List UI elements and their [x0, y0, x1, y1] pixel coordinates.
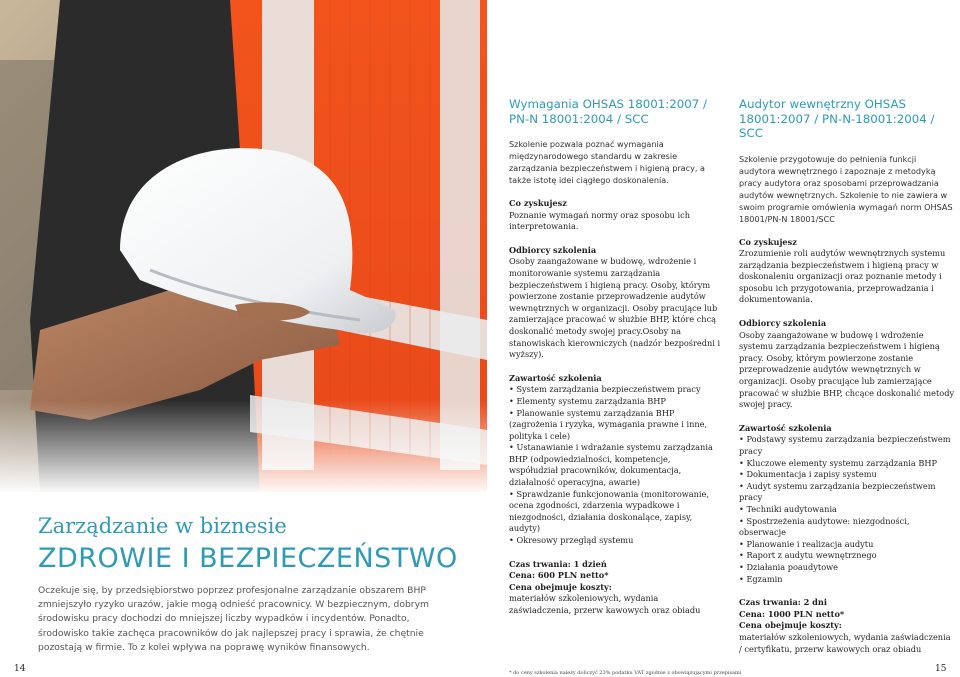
- list-item: • Kluczowe elementy systemu zarządzania BHP: [739, 458, 955, 470]
- duration: Czas trwania: 1 dzień: [509, 558, 607, 569]
- list-item: • Sprawdzanie funkcjonowania (monitorowanie, ocena zgodności, zdarzenia wypadkowe i niezgodności, działania doskonalące, zapisy, audyty): [509, 489, 722, 535]
- list-item: • System zarządzania bezpieczeństwem pracy: [509, 384, 722, 396]
- page-number-left: 14: [14, 664, 26, 674]
- list-item: • Audyt systemu zarządzania bezpieczeństwem pracy: [739, 481, 955, 504]
- section-subtitle: Zarządzanie w biznesie: [38, 514, 287, 538]
- includes-text: materiałów szkoleniowych, wydania zaświadczenia, przerw kawowych oraz obiadu: [509, 593, 701, 615]
- course-heading: Wymagania OHSAS 18001:2007 / PN-N 18001:2004 / SCC: [509, 97, 708, 126]
- list-item: • Dokumentacja i zapisy systemu: [739, 469, 955, 481]
- list-item: • Planowanie i realizacja audytu: [739, 539, 955, 551]
- list-item: • Podstawy systemu zarządzania bezpieczeństwem pracy: [739, 434, 955, 457]
- photo-fade: [0, 400, 487, 492]
- list-item: • Raport z audytu wewnętrznego: [739, 550, 955, 562]
- list-item: • Spostrzeżenia audytowe: niezgodności, obserwacje: [739, 516, 955, 539]
- includes-label: Cena obejmuje koszty:: [739, 620, 842, 631]
- list-item: • Działania poaudytowe: [739, 562, 955, 574]
- gain-text: Zrozumienie roli audytów wewnętrznych systemu zarządzania bezpieczeństwem i higieną pracy w doskonaleniu organizacji oraz poznanie metody i sposobu ich przygotowania, przeprowadzania i dokumentowania.: [739, 248, 946, 305]
- list-item: • Techniki audytowania: [739, 504, 955, 516]
- price: Cena: 600 PLN netto*: [509, 570, 609, 581]
- course-lead: Szkolenie pozwala poznać wymagania międzynarodowego standardu w zakresie zarządzania bezpieczeństwem i higieną pracy, a także istotę idei ciągłego doskonalenia.: [509, 139, 705, 185]
- audience-text: Osoby zaangażowane w budowę i wdrożenie systemu zarządzania bezpieczeństwem i higieną pracy. Osoby, którym powierzone zostanie przeprowadzenie audytów wewnętrznych w organizacji. Osoby pracujące lub zamierzające pracować w służbie BHP, chcące doskonalić metody swojej pracy.: [739, 329, 955, 410]
- audience-label: Odbiorcy szkolenia: [739, 318, 827, 329]
- content-list: [739, 434, 955, 585]
- audience-label: Odbiorcy szkolenia: [509, 244, 597, 255]
- content-label: Zawartość szkolenia: [739, 422, 832, 433]
- course-lead: Szkolenie przygotowuje do pełnienia funkcji audytora wewnętrznego i zapoznaje z metodyką pracy audytora oraz sposobami przeprowadzania audytów wewnętrznych. Szkolenie to nie zawiera w swoim programie omówienia wymagań norm OHSAS 18001/PN-N 18001/SCC: [739, 153, 953, 224]
- includes-text: materiałów szkoleniowych, wydania zaświadczenia / certyfikatu, przerw kawowych oraz obiadu: [739, 631, 951, 654]
- audience-text: Osoby zaangażowane w budowę, wdrożenie i monitorowanie systemu zarządzania bezpieczeństwem i higieną pracy. Osoby, którym powierzone zostanie przeprowadzenie audytów wewnętrznych w organizacji. Osoby pracujące lub zamierzające pracować w służbie BHP, które chcą doskonalić metody swojej pracy.Osoby na stanowiskach kierowniczych (nadzór bezpośredni i wyższy).: [509, 256, 721, 360]
- includes-label: Cena obejmuje koszty:: [509, 581, 612, 592]
- course-column-requirements: [509, 97, 722, 617]
- course-column-auditor: [739, 97, 955, 655]
- worker-photo: [0, 0, 487, 492]
- course-facts: [509, 559, 722, 617]
- price: Cena: 1000 PLN netto*: [739, 608, 845, 619]
- vat-footnote: * do ceny szkolenia należy doliczyć 23% podatku VAT zgodnie z obowiązującymi przepisami: [509, 670, 742, 676]
- section-title: ZDROWIE I BEZPIECZEŃSTWO: [38, 543, 458, 574]
- intro-paragraph: Oczekuje się, by przedsiębiorstwo poprzez profesjonalne zarządzanie obszarem BHP zmniejszyło ryzyko urazów, jakie mogą odnieść pracownicy. W bezpiecznym, dobrym środowisku pracy dochodzi do mniejszej liczby wypadków i incydentów. Ponadto, środowisko takie zachęca pracowników do jak najlepszej pracy i sprawia, że chętnie pozostają w firmie. To z kolei wpływa na poprawę wyników finansowych.: [38, 585, 429, 653]
- content-label: Zawartość szkolenia: [509, 372, 602, 383]
- course-facts: [739, 597, 955, 655]
- list-item: • Ustanawianie i wdrażanie systemu zarządzania BHP (odpowiedzialności, kompetencje, współudział pracowników, dokumentacja, działalność operacyjna, awarie): [509, 442, 722, 488]
- gain-label: Co zyskujesz: [739, 236, 797, 247]
- list-item: • Okresowy przegląd systemu: [509, 535, 722, 547]
- list-item: • Egzamin: [739, 574, 955, 586]
- course-heading: Audytor wewnętrzny OHSAS 18001:2007 / PN-N-18001:2004 / SCC: [739, 97, 935, 140]
- duration: Czas trwania: 2 dni: [739, 597, 827, 608]
- content-list: [509, 384, 722, 546]
- page-number-right: 15: [935, 664, 947, 674]
- list-item: • Planowanie systemu zarządzania BHP (zagrożenia i ryzyka, wymagania prawne i inne, polityka i cele): [509, 408, 722, 443]
- list-item: • Elementy systemu zarządzania BHP: [509, 396, 722, 408]
- gain-text: Poznanie wymagań normy oraz sposobu ich interpretowania.: [509, 209, 691, 232]
- gain-label: Co zyskujesz: [509, 198, 567, 208]
